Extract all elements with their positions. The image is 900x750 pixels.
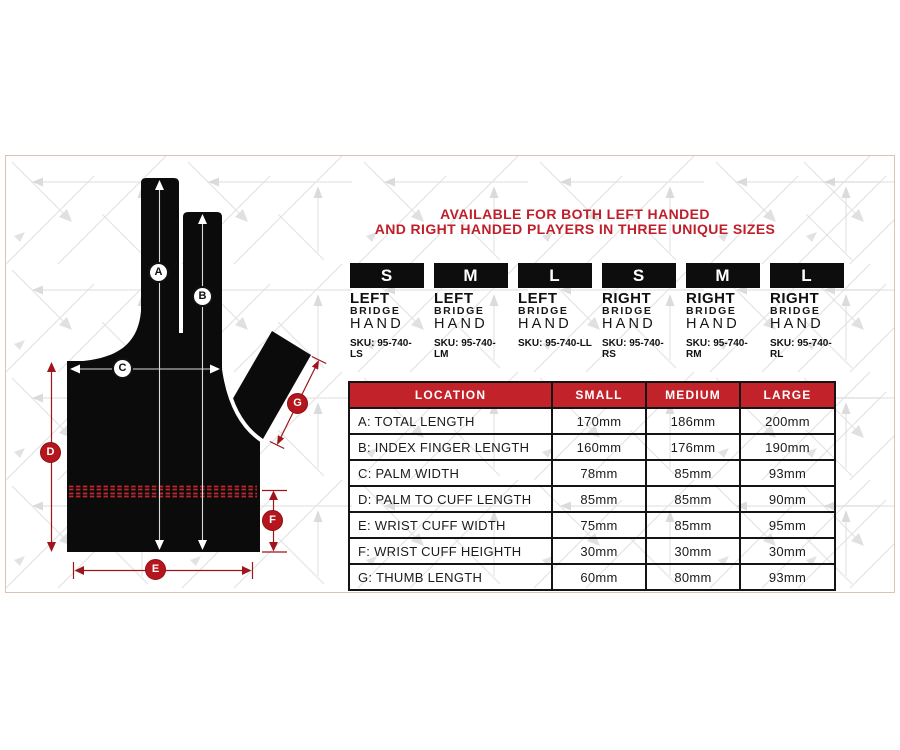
size-options [350,263,844,360]
size-letter-box: L [770,263,844,288]
cell-large: 200mm [740,408,835,434]
cell-small: 30mm [552,538,646,564]
cell-medium: 80mm [646,564,740,590]
cell-small: 78mm [552,460,646,486]
cell-location: D: PALM TO CUFF LENGTH [349,486,552,512]
sku-label: SKU: 95-740-LL [518,338,592,349]
size-card-left-m [434,263,508,360]
product-label-2: HAND [602,316,656,332]
table-row [349,486,835,512]
col-header-location: LOCATION [349,382,552,408]
sku-label: SKU: 95-740-RL [770,338,832,360]
cell-large: 30mm [740,538,835,564]
size-letter-box: S [602,263,676,288]
size-card-right-m [686,263,760,360]
col-header-small: SMALL [552,382,646,408]
size-card-right-s [602,263,676,360]
cell-large: 190mm [740,434,835,460]
cell-small: 60mm [552,564,646,590]
product-label-2: HAND [686,316,740,332]
sku-label: SKU: 95-740-RS [602,338,664,360]
header-row [349,382,835,408]
size-letter-box: S [350,263,424,288]
product-label-2: HAND [350,316,404,332]
cell-location: A: TOTAL LENGTH [349,408,552,434]
cell-large: 93mm [740,564,835,590]
hand-label: RIGHT [686,290,736,307]
headline-line-2: AND RIGHT HANDED PLAYERS IN THREE UNIQUE SIZES [374,220,776,237]
marker-c-badge: C [112,358,133,379]
measurements-table [348,381,836,591]
table-row [349,512,835,538]
hand-label: RIGHT [602,290,652,307]
size-letter-box: L [518,263,592,288]
sku-label: SKU: 95-740-LS [350,338,412,360]
marker-e-badge: E [145,559,166,580]
table-row [349,460,835,486]
product-label-2: HAND [434,316,488,332]
col-header-medium: MEDIUM [646,382,740,408]
marker-g-badge: G [287,393,308,414]
table-body [349,408,835,590]
cell-large: 90mm [740,486,835,512]
cell-small: 160mm [552,434,646,460]
cell-medium: 186mm [646,408,740,434]
product-label-2: HAND [770,316,824,332]
product-label: BRIDGE [686,305,737,317]
sku-label: SKU: 95-740-RM [686,338,748,360]
hand-label: LEFT [350,290,390,307]
product-label-2: HAND [518,316,572,332]
product-label: BRIDGE [434,305,485,317]
headline-line-1: AVAILABLE FOR BOTH LEFT HANDED [440,206,710,222]
cell-location: E: WRIST CUFF WIDTH [349,512,552,538]
size-card-right-l [770,263,844,360]
table-row [349,408,835,434]
cell-location: F: WRIST CUFF HEIGHTH [349,538,552,564]
cell-medium: 176mm [646,434,740,460]
product-label: BRIDGE [350,305,401,317]
cell-small: 75mm [552,512,646,538]
cell-location: C: PALM WIDTH [349,460,552,486]
cell-medium: 85mm [646,460,740,486]
product-label: BRIDGE [518,305,569,317]
cell-large: 95mm [740,512,835,538]
marker-a-badge: A [148,262,169,283]
marker-d-badge: D [40,442,61,463]
size-card-left-l [518,263,592,360]
cell-medium: 85mm [646,486,740,512]
table-row [349,538,835,564]
cell-location: B: INDEX FINGER LENGTH [349,434,552,460]
size-letter-box: M [686,263,760,288]
availability-headline [335,207,815,236]
table-row [349,564,835,590]
sku-label: SKU: 95-740-LM [434,338,496,360]
marker-f-badge: F [262,510,283,531]
table-row [349,434,835,460]
hand-label: LEFT [518,290,558,307]
size-card-left-s [350,263,424,360]
cell-small: 85mm [552,486,646,512]
table-header [349,382,835,408]
hand-label: LEFT [434,290,474,307]
cell-medium: 85mm [646,512,740,538]
marker-b-badge: B [192,286,213,307]
cell-medium: 30mm [646,538,740,564]
hand-label: RIGHT [770,290,820,307]
cell-large: 93mm [740,460,835,486]
col-header-large: LARGE [740,382,835,408]
cell-location: G: THUMB LENGTH [349,564,552,590]
cell-small: 170mm [552,408,646,434]
size-letter-box: M [434,263,508,288]
product-label: BRIDGE [770,305,821,317]
product-label: BRIDGE [602,305,653,317]
